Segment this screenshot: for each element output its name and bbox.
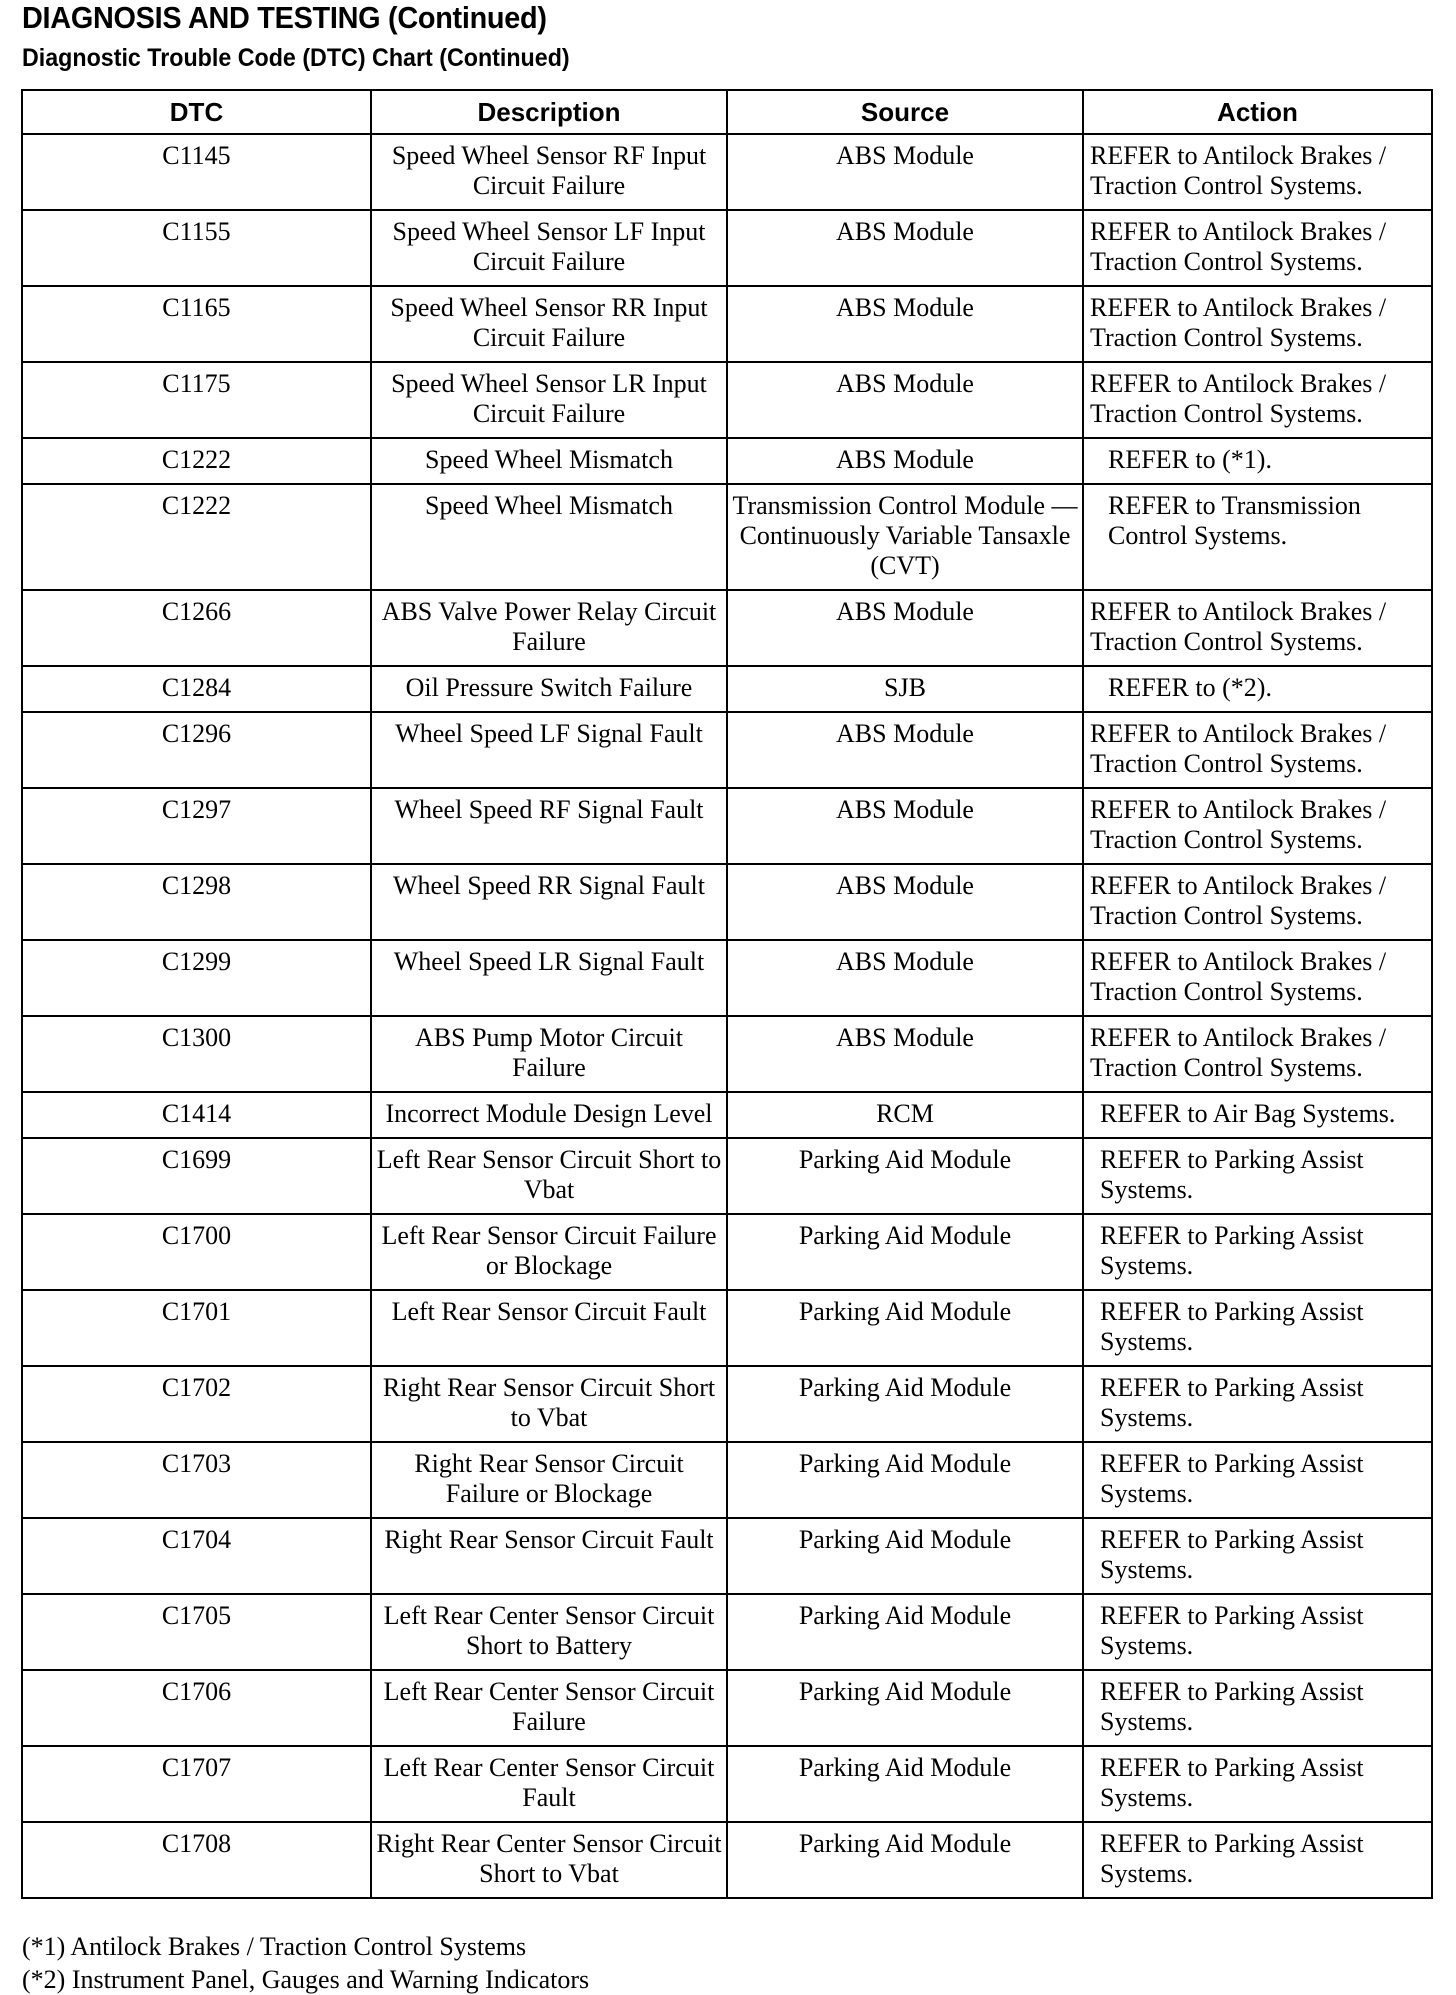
table-row — [22, 438, 1432, 484]
description-cell: Speed Wheel Sensor LR Input Circuit Failure — [371, 362, 727, 438]
action-cell: REFER to Antilock Brakes / Traction Control Systems. — [1083, 590, 1432, 666]
source-cell: ABS Module — [727, 134, 1083, 210]
action-cell: REFER to Parking Assist Systems. — [1083, 1138, 1432, 1214]
dtc-cell: C1704 — [22, 1518, 371, 1594]
action-cell: REFER to Parking Assist Systems. — [1083, 1442, 1432, 1518]
source-cell: ABS Module — [727, 438, 1083, 484]
table-row — [22, 590, 1432, 666]
footnote-1: (*1) Antilock Brakes / Traction Control Systems — [22, 1932, 527, 1961]
description-cell: Left Rear Center Sensor Circuit Fault — [371, 1746, 727, 1822]
action-cell: REFER to Parking Assist Systems. — [1083, 1822, 1432, 1898]
table-row — [22, 666, 1432, 712]
action-cell: REFER to Antilock Brakes / Traction Control Systems. — [1083, 286, 1432, 362]
description-cell: Right Rear Center Sensor Circuit Short to Vbat — [371, 1822, 727, 1898]
source-cell: Parking Aid Module — [727, 1822, 1083, 1898]
dtc-cell: C1703 — [22, 1442, 371, 1518]
action-cell: REFER to Antilock Brakes / Traction Control Systems. — [1083, 210, 1432, 286]
action-cell: REFER to Parking Assist Systems. — [1083, 1746, 1432, 1822]
column-header-dtc: DTC — [22, 90, 371, 134]
table-row — [22, 1594, 1432, 1670]
description-cell: Speed Wheel Sensor LF Input Circuit Failure — [371, 210, 727, 286]
dtc-cell: C1706 — [22, 1670, 371, 1746]
description-cell: Speed Wheel Mismatch — [371, 484, 727, 590]
source-cell: Parking Aid Module — [727, 1746, 1083, 1822]
source-cell: Parking Aid Module — [727, 1366, 1083, 1442]
dtc-cell: C1222 — [22, 438, 371, 484]
dtc-cell: C1702 — [22, 1366, 371, 1442]
source-cell: ABS Module — [727, 210, 1083, 286]
description-cell: Left Rear Sensor Circuit Fault — [371, 1290, 727, 1366]
page-title: DIAGNOSIS AND TESTING (Continued) — [22, 0, 547, 35]
source-cell: Parking Aid Module — [727, 1290, 1083, 1366]
source-cell: Parking Aid Module — [727, 1670, 1083, 1746]
description-cell: Wheel Speed RF Signal Fault — [371, 788, 727, 864]
description-cell: Speed Wheel Sensor RF Input Circuit Failure — [371, 134, 727, 210]
dtc-cell: C1414 — [22, 1092, 371, 1138]
action-cell: REFER to Parking Assist Systems. — [1083, 1214, 1432, 1290]
column-header-action: Action — [1083, 90, 1432, 134]
table-row — [22, 210, 1432, 286]
dtc-cell: C1707 — [22, 1746, 371, 1822]
action-cell: REFER to Antilock Brakes / Traction Control Systems. — [1083, 712, 1432, 788]
action-cell: REFER to Antilock Brakes / Traction Control Systems. — [1083, 362, 1432, 438]
description-cell: Right Rear Sensor Circuit Short to Vbat — [371, 1366, 727, 1442]
table-row — [22, 1138, 1432, 1214]
table-row — [22, 940, 1432, 1016]
source-cell: ABS Module — [727, 1016, 1083, 1092]
dtc-cell: C1284 — [22, 666, 371, 712]
description-cell: Speed Wheel Mismatch — [371, 438, 727, 484]
action-cell: REFER to Parking Assist Systems. — [1083, 1594, 1432, 1670]
source-cell: Parking Aid Module — [727, 1518, 1083, 1594]
table-header-row — [22, 90, 1432, 134]
action-cell: REFER to Antilock Brakes / Traction Control Systems. — [1083, 788, 1432, 864]
section-subtitle: Diagnostic Trouble Code (DTC) Chart (Continued) — [22, 44, 570, 72]
source-cell: ABS Module — [727, 712, 1083, 788]
dtc-cell: C1266 — [22, 590, 371, 666]
dtc-cell: C1296 — [22, 712, 371, 788]
action-cell: REFER to (*1). — [1083, 438, 1432, 484]
table-row — [22, 1092, 1432, 1138]
dtc-cell: C1155 — [22, 210, 371, 286]
source-cell: Parking Aid Module — [727, 1594, 1083, 1670]
description-cell: Wheel Speed LF Signal Fault — [371, 712, 727, 788]
action-cell: REFER to Transmission Control Systems. — [1083, 484, 1432, 590]
column-header-description: Description — [371, 90, 727, 134]
dtc-cell: C1699 — [22, 1138, 371, 1214]
source-cell: ABS Module — [727, 940, 1083, 1016]
source-cell: Parking Aid Module — [727, 1138, 1083, 1214]
table-row — [22, 1518, 1432, 1594]
source-cell: Parking Aid Module — [727, 1442, 1083, 1518]
action-cell: REFER to Antilock Brakes / Traction Control Systems. — [1083, 864, 1432, 940]
dtc-cell: C1165 — [22, 286, 371, 362]
description-cell: Left Rear Sensor Circuit Short to Vbat — [371, 1138, 727, 1214]
description-cell: Left Rear Sensor Circuit Failure or Blockage — [371, 1214, 727, 1290]
action-cell: REFER to (*2). — [1083, 666, 1432, 712]
dtc-cell: C1300 — [22, 1016, 371, 1092]
action-cell: REFER to Parking Assist Systems. — [1083, 1518, 1432, 1594]
dtc-cell: C1299 — [22, 940, 371, 1016]
table-row — [22, 134, 1432, 210]
dtc-cell: C1705 — [22, 1594, 371, 1670]
dtc-cell: C1298 — [22, 864, 371, 940]
table-row — [22, 864, 1432, 940]
action-cell: REFER to Parking Assist Systems. — [1083, 1366, 1432, 1442]
dtc-cell: C1222 — [22, 484, 371, 590]
action-cell: REFER to Parking Assist Systems. — [1083, 1670, 1432, 1746]
table-row — [22, 1290, 1432, 1366]
action-cell: REFER to Antilock Brakes / Traction Control Systems. — [1083, 940, 1432, 1016]
dtc-table — [21, 89, 1433, 1899]
table-row — [22, 1822, 1432, 1898]
source-cell: SJB — [727, 666, 1083, 712]
source-cell: ABS Module — [727, 864, 1083, 940]
description-cell: ABS Pump Motor Circuit Failure — [371, 1016, 727, 1092]
dtc-cell: C1175 — [22, 362, 371, 438]
action-cell: REFER to Antilock Brakes / Traction Control Systems. — [1083, 134, 1432, 210]
description-cell: Speed Wheel Sensor RR Input Circuit Failure — [371, 286, 727, 362]
table-row — [22, 1366, 1432, 1442]
dtc-cell: C1145 — [22, 134, 371, 210]
description-cell: Right Rear Sensor Circuit Fault — [371, 1518, 727, 1594]
table-row — [22, 712, 1432, 788]
column-header-source: Source — [727, 90, 1083, 134]
action-cell: REFER to Antilock Brakes / Traction Control Systems. — [1083, 1016, 1432, 1092]
dtc-cell: C1701 — [22, 1290, 371, 1366]
table-row — [22, 484, 1432, 590]
table-row — [22, 1016, 1432, 1092]
table-row — [22, 1746, 1432, 1822]
source-cell: ABS Module — [727, 362, 1083, 438]
description-cell: ABS Valve Power Relay Circuit Failure — [371, 590, 727, 666]
table-row — [22, 1442, 1432, 1518]
dtc-cell: C1700 — [22, 1214, 371, 1290]
source-cell: RCM — [727, 1092, 1083, 1138]
source-cell: Parking Aid Module — [727, 1214, 1083, 1290]
table-row — [22, 362, 1432, 438]
dtc-cell: C1708 — [22, 1822, 371, 1898]
table-row — [22, 1214, 1432, 1290]
description-cell: Left Rear Center Sensor Circuit Short to Battery — [371, 1594, 727, 1670]
source-cell: ABS Module — [727, 788, 1083, 864]
table-row — [22, 286, 1432, 362]
footnote-2: (*2) Instrument Panel, Gauges and Warning Indicators — [22, 1965, 590, 1994]
description-cell: Right Rear Sensor Circuit Failure or Blockage — [371, 1442, 727, 1518]
source-cell: ABS Module — [727, 286, 1083, 362]
description-cell: Oil Pressure Switch Failure — [371, 666, 727, 712]
action-cell: REFER to Parking Assist Systems. — [1083, 1290, 1432, 1366]
description-cell: Wheel Speed LR Signal Fault — [371, 940, 727, 1016]
table-row — [22, 1670, 1432, 1746]
description-cell: Incorrect Module Design Level — [371, 1092, 727, 1138]
source-cell: ABS Module — [727, 590, 1083, 666]
table-row — [22, 788, 1432, 864]
dtc-cell: C1297 — [22, 788, 371, 864]
description-cell: Wheel Speed RR Signal Fault — [371, 864, 727, 940]
source-cell: Transmission Control Module — Continuously Variable Tansaxle (CVT) — [727, 484, 1083, 590]
action-cell: REFER to Air Bag Systems. — [1083, 1092, 1432, 1138]
description-cell: Left Rear Center Sensor Circuit Failure — [371, 1670, 727, 1746]
